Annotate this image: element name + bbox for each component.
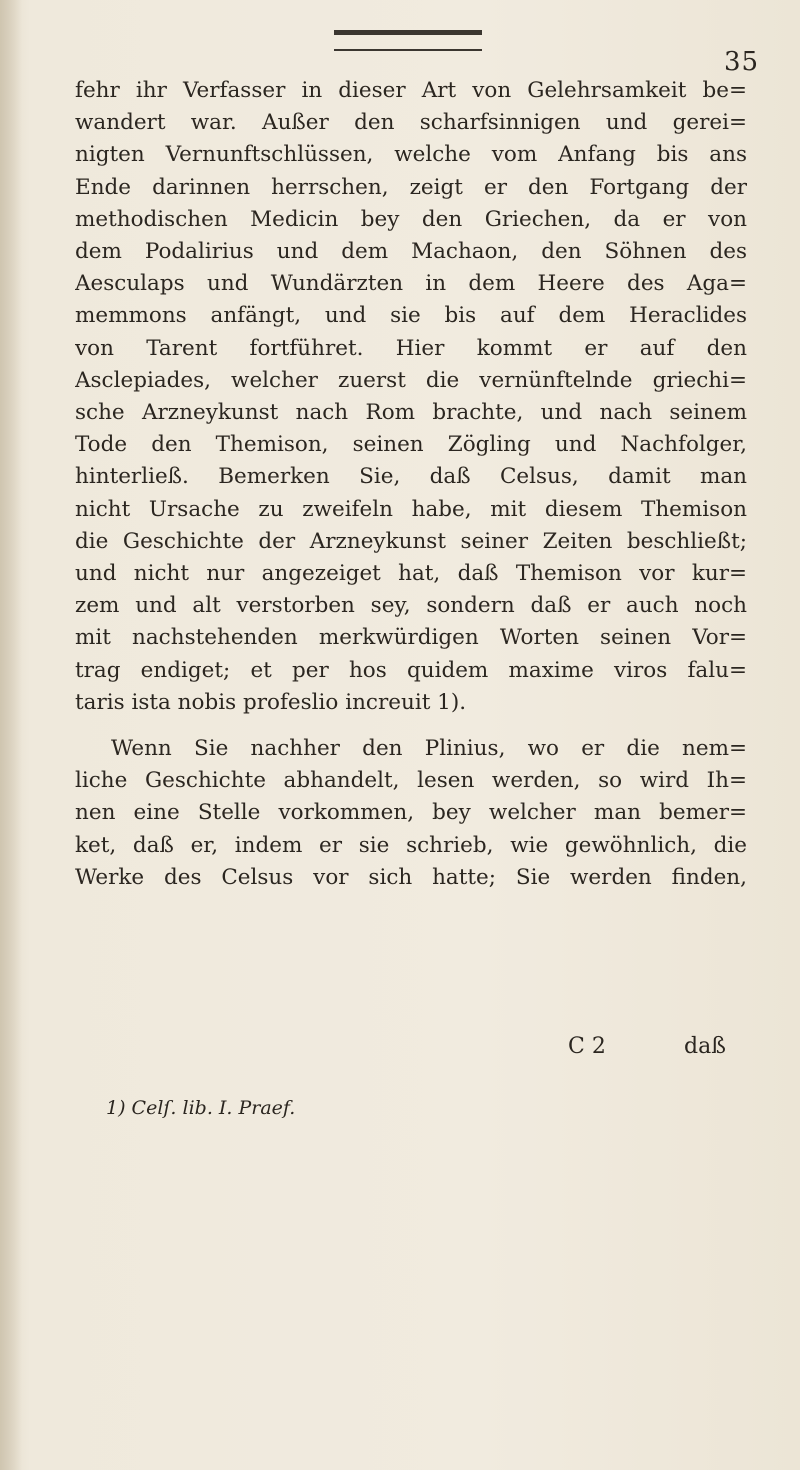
text-line: trag endiget; et per hos quidem maxime viros falu= — [75, 657, 747, 683]
text-line: die Geschichte der Arzneykunst seiner Zeiten beschließt; — [75, 528, 747, 554]
text-line: nen eine Stelle vorkommen, bey welcher man bemer= — [75, 800, 747, 826]
text-line: taris ista nobis profeslio increuit 1). — [75, 689, 467, 715]
catchword: daß — [684, 1034, 726, 1059]
signature-mark: C 2 — [568, 1034, 606, 1059]
text-line: zem und alt verstorben sey, sondern daß er auch noch — [75, 593, 747, 619]
text-line: ket, daß er, indem er sie schrieb, wie gewöhnlich, die — [75, 832, 747, 858]
main-text — [75, 75, 747, 894]
footnote: 1) Celſ. lib. I. Praef. — [106, 1097, 296, 1119]
text-line: hinterließ. Bemerken Sie, daß Celsus, damit man — [75, 464, 747, 490]
text-line: wandert war. Außer den scharfsinnigen und gerei= — [75, 110, 747, 136]
text-line: Asclepiades, welcher zuerst die vernünftelnde griechi= — [75, 367, 747, 393]
text-line: und nicht nur angezeiget hat, daß Themison vor kur= — [75, 561, 747, 587]
text-line: dem Podalirius und dem Machaon, den Söhnen des — [75, 239, 747, 265]
text-line: nigten Vernunftschlüssen, welche vom Anfang bis ans — [75, 142, 747, 168]
header-rule — [334, 30, 482, 51]
text-line: Tode den Themison, seinen Zögling und Nachfolger, — [75, 432, 747, 458]
text-line: memmons anfängt, und sie bis auf dem Heraclides — [75, 303, 747, 329]
text-line: nicht Ursache zu zweifeln habe, mit diesem Themison — [75, 496, 747, 522]
text-line: Ende darinnen herrschen, zeigt er den Fortgang der — [75, 174, 747, 200]
text-line: Wenn Sie nachher den Plinius, wo er die nem= — [111, 736, 747, 762]
text-line: fehr ihr Verfasser in dieser Art von Gelehrsamkeit be= — [75, 78, 747, 103]
text-line: sche Arzneykunst nach Rom brachte, und nach seinem — [75, 400, 747, 426]
page-number: 35 — [724, 47, 760, 77]
binding-shadow — [0, 0, 22, 1470]
text-line: Aesculaps und Wundärzten in dem Heere des Aga= — [75, 271, 747, 297]
text-line: Werke des Celsus vor sich hatte; Sie werden finden, — [75, 864, 747, 890]
text-line: methodischen Medicin bey den Griechen, da er von — [75, 206, 747, 232]
text-line: liche Geschichte abhandelt, lesen werden, so wird Ih= — [75, 768, 747, 794]
text-line: mit nachstehenden merkwürdigen Worten seinen Vor= — [75, 625, 747, 651]
text-line: von Tarent fortführet. Hier kommt er auf den — [75, 335, 747, 361]
